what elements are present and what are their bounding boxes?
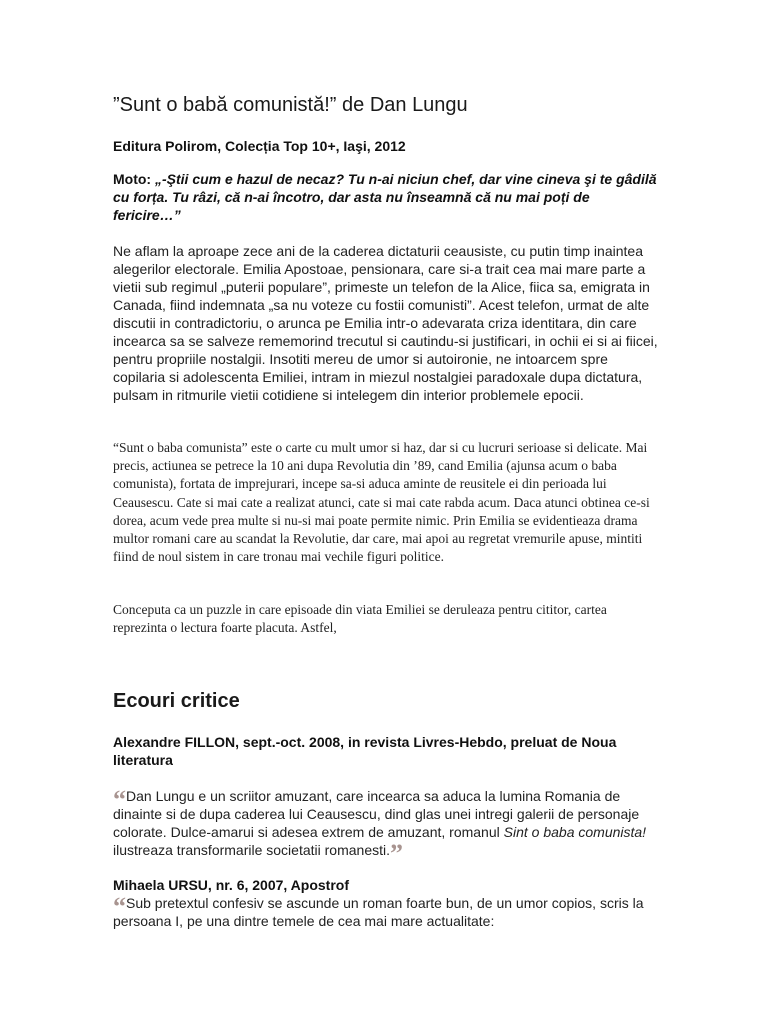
close-quote-icon: ” — [390, 839, 403, 868]
paragraph-summary: Ne aflam la aproape zece ani de la caderea dictaturii ceausiste, cu putin timp inaintea alegerilor electorale. Emilia Apostoae, pensionara, care si-a trait cea mai mare parte a vietii sub regimul „puterii populare”, primeste un telefon de la Alice, fiica sa, emigrata in Canada, fiind indemnata „sa nu voteze cu fostii comunisti”. Acest telefon, urmat de alte discutii in contradictoriu, o arunca pe Emilia intr-o adevarata criza identitara, din care incearca sa se salveze rememorind trecutul si cautindu-si justificari, in ochii ei si ai fiicei, pentru propriile nostalgii. Insotiti mereu de umor si autoironie, ne intoarcem spre copilaria si adolescenta Emiliei, intram in miezul nostalgiei paradoxale dupa dictatura, pulsam in ritmurile vietii cotidiene si intelegem din interior problemele epocii. — [113, 243, 658, 403]
critic-quote-text: Sub pretextul confesiv se ascunde un roman foarte bun, de un umor copios, scris la persoana I, pe una dintre temele de cea mai mare actualitate: — [113, 895, 644, 929]
motto-quote: „-Ştii cum e hazul de necaz? Tu n-ai niciun chef, dar vine cineva şi te gâdilă cu forța. Tu râzi, că n-ai încotro, dar asta nu înseamnă că nu mai poți de fericire…” — [113, 171, 657, 223]
publisher-line: Editura Polirom, Colecția Top 10+, Iaşi, 2012 — [113, 138, 406, 154]
critic-heading-fillon: Alexandre FILLON, sept.-oct. 2008, in revista Livres-Hebdo, preluat de Noua literatura — [113, 734, 617, 768]
critic-quote-fillon — [113, 785, 658, 868]
motto — [113, 170, 658, 224]
open-quote-icon: “ — [113, 785, 126, 814]
paragraph-conclusion: Conceputa ca un puzzle in care episoade din viata Emiliei se deruleaza pentru cititor, cartea reprezinta o lectura foarte placuta. Astfel, — [113, 602, 607, 636]
section-heading: Ecouri critice — [113, 690, 240, 712]
motto-label: Moto: — [113, 171, 152, 187]
open-quote-icon: “ — [113, 892, 126, 921]
critic-heading-ursu: Mihaela URSU, nr. 6, 2007, Apostrof — [113, 877, 349, 893]
book-title-italic: Sint o baba comunista! — [503, 824, 647, 840]
paragraph-review: “Sunt o baba comunista” este o carte cu mult umor si haz, dar si cu lucruri serioase si delicate. Mai precis, actiunea se petrece la 10 ani dupa Revolutia din ’89, cand Emilia (ajunsa acum o baba comunista), fortata de imprejurari, incepe sa-si aduca aminte de reusitele ei din perioada lui Ceausescu. Cate si mai cate a realizat atunci, cate si mai cate rabda acum. Daca atunci obtinea ce-si dorea, acum vede prea multe si nu-si mai poate permite nimic. Prin Emilia se evidentieaza drama multor romani care au scandat la Revolutie, dar care, mai apoi au regretat vremurile apuse, mintiti fiind de noul sistem in care tronau mai vechile figuri politice. — [113, 440, 650, 565]
critic-quote-text-end: ilustreaza transformarile societatii romanesti. — [113, 842, 390, 858]
critic-quote-text: Dan Lungu e un scriitor amuzant, care incearca sa aduca la lumina Romania de dinainte si de dupa caderea lui Ceausescu, dind glas unei intregi galerii de personaje colorate. Dulce-amarui si adesea extrem de amuzant, romanul — [113, 788, 640, 840]
page-title: ”Sunt o babă comunistă!” de Dan Lungu — [113, 94, 468, 116]
critic-quote-ursu — [113, 894, 658, 930]
